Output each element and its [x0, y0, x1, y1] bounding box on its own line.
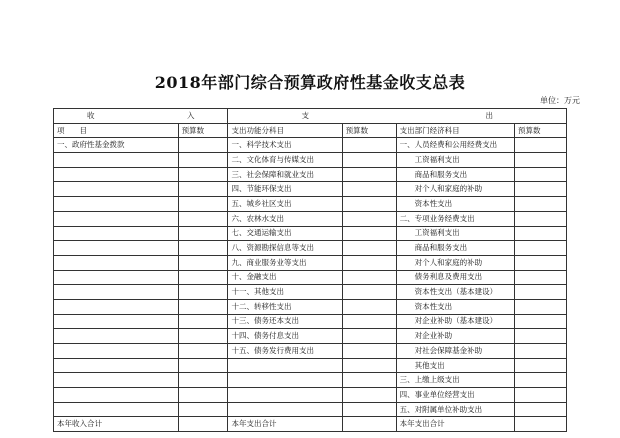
income-item-cell — [54, 182, 179, 197]
expense-total-econ-label: 本年支出合计 — [396, 417, 514, 432]
col-budget-header-3: 预算数 — [515, 123, 567, 138]
func-subject-cell — [228, 388, 342, 403]
econ-budget-cell — [515, 241, 567, 256]
econ-budget-cell — [515, 314, 567, 329]
func-budget-cell — [342, 329, 396, 344]
income-item-cell — [54, 167, 179, 182]
income-item-cell — [54, 153, 179, 168]
func-budget-cell — [342, 344, 396, 359]
func-budget-cell — [342, 255, 396, 270]
econ-subject-cell: 其他支出 — [396, 358, 514, 373]
income-item-cell — [54, 270, 179, 285]
unit-label: 单位：万元 — [540, 96, 580, 105]
income-item-cell — [54, 226, 179, 241]
table-row — [54, 329, 567, 344]
econ-budget-cell — [515, 226, 567, 241]
func-budget-cell — [342, 299, 396, 314]
econ-subject-cell: 工资福利支出 — [396, 153, 514, 168]
func-subject-cell: 十五、债务发行费用支出 — [228, 344, 342, 359]
econ-budget-cell — [515, 153, 567, 168]
income-item-cell — [54, 329, 179, 344]
econ-subject-cell: 二、专项业务经费支出 — [396, 211, 514, 226]
expense-total-func-label: 本年支出合计 — [228, 417, 342, 432]
econ-subject-cell: 一、人员经费和公用经费支出 — [396, 138, 514, 153]
table-row — [54, 211, 567, 226]
table-row — [54, 226, 567, 241]
income-item-cell — [54, 255, 179, 270]
table-row — [54, 153, 567, 168]
econ-budget-cell — [515, 402, 567, 417]
income-header — [54, 109, 228, 124]
econ-subject-cell: 商品和服务支出 — [396, 167, 514, 182]
income-item-cell — [54, 285, 179, 300]
econ-budget-cell — [515, 138, 567, 153]
func-budget-cell — [342, 358, 396, 373]
income-budget-cell — [178, 285, 228, 300]
func-subject-cell — [228, 402, 342, 417]
func-subject-cell: 七、交通运输支出 — [228, 226, 342, 241]
func-budget-cell — [342, 182, 396, 197]
income-total-label: 本年收入合计 — [54, 417, 179, 432]
col-budget-header-1: 预算数 — [178, 123, 228, 138]
func-budget-cell — [342, 314, 396, 329]
income-budget-cell — [178, 388, 228, 403]
table-row — [54, 270, 567, 285]
table-row — [54, 167, 567, 182]
func-subject-cell — [228, 373, 342, 388]
income-header-right: 入 — [186, 110, 195, 120]
expense-total-econ-value — [515, 417, 567, 432]
func-subject-cell: 十一、其他支出 — [228, 285, 342, 300]
func-subject-cell: 六、农林水支出 — [228, 211, 342, 226]
econ-budget-cell — [515, 329, 567, 344]
income-budget-cell — [178, 358, 228, 373]
col-budget-header-2: 预算数 — [342, 123, 396, 138]
income-item-cell — [54, 211, 179, 226]
expense-header-right: 出 — [485, 110, 493, 120]
table-row — [54, 255, 567, 270]
func-subject-cell: 十三、债务还本支出 — [228, 314, 342, 329]
income-item-cell — [54, 344, 179, 359]
econ-subject-cell: 对企业补助（基本建设） — [396, 314, 514, 329]
col-econ-header: 支出部门经济科目 — [396, 123, 514, 138]
func-subject-cell: 五、城乡社区支出 — [228, 197, 342, 212]
income-item-cell — [54, 241, 179, 256]
table-row — [54, 314, 567, 329]
econ-budget-cell — [515, 358, 567, 373]
econ-budget-cell — [515, 344, 567, 359]
econ-budget-cell — [515, 285, 567, 300]
income-budget-cell — [178, 270, 228, 285]
income-total-value — [178, 417, 228, 432]
func-subject-cell — [228, 358, 342, 373]
table-row — [54, 402, 567, 417]
econ-subject-cell: 对企业补助 — [396, 329, 514, 344]
income-budget-cell — [178, 138, 228, 153]
income-budget-cell — [178, 167, 228, 182]
page-title: 2018年部门综合预算政府性基金收支总表 — [154, 73, 466, 92]
income-budget-cell — [178, 197, 228, 212]
income-budget-cell — [178, 241, 228, 256]
econ-subject-cell: 工资福利支出 — [396, 226, 514, 241]
table-row — [54, 358, 567, 373]
table-row — [54, 241, 567, 256]
func-budget-cell — [342, 285, 396, 300]
econ-subject-cell: 五、对附属单位补助支出 — [396, 402, 514, 417]
income-item-cell — [54, 402, 179, 417]
econ-subject-cell: 四、事业单位经营支出 — [396, 388, 514, 403]
func-budget-cell — [342, 197, 396, 212]
econ-budget-cell — [515, 167, 567, 182]
table-row — [54, 285, 567, 300]
table-row — [54, 299, 567, 314]
func-subject-cell: 二、文化体育与传媒支出 — [228, 153, 342, 168]
func-subject-cell: 十、金融支出 — [228, 270, 342, 285]
func-budget-cell — [342, 153, 396, 168]
func-budget-cell — [342, 241, 396, 256]
econ-subject-cell: 资本性支出（基本建设） — [396, 285, 514, 300]
econ-subject-cell: 对个人和家庭的补助 — [396, 182, 514, 197]
table-row — [54, 373, 567, 388]
table-row — [54, 182, 567, 197]
econ-subject-cell: 资本性支出 — [396, 197, 514, 212]
func-budget-cell — [342, 226, 396, 241]
header-row-columns — [54, 123, 567, 138]
expense-header — [228, 109, 567, 124]
income-item-cell — [54, 314, 179, 329]
income-item-cell — [54, 358, 179, 373]
func-subject-cell: 一、科学技术支出 — [228, 138, 342, 153]
header-row-top — [54, 109, 567, 124]
table-row — [54, 344, 567, 359]
income-budget-cell — [178, 299, 228, 314]
func-budget-cell — [342, 138, 396, 153]
income-item-cell: 一、政府性基金拨款 — [54, 138, 179, 153]
func-budget-cell — [342, 373, 396, 388]
income-budget-cell — [178, 329, 228, 344]
econ-budget-cell — [515, 388, 567, 403]
table-row — [54, 197, 567, 212]
expense-header-left: 支 — [301, 110, 309, 120]
income-budget-cell — [178, 211, 228, 226]
econ-subject-cell: 商品和服务支出 — [396, 241, 514, 256]
col-item-header: 项 目 — [54, 123, 179, 138]
table-row — [54, 388, 567, 403]
func-budget-cell — [342, 211, 396, 226]
func-subject-cell: 八、资源勘探信息等支出 — [228, 241, 342, 256]
expense-total-func-value — [342, 417, 396, 432]
income-item-cell — [54, 299, 179, 314]
func-budget-cell — [342, 167, 396, 182]
func-subject-cell: 九、商业服务业等支出 — [228, 255, 342, 270]
econ-subject-cell: 债务利息及费用支出 — [396, 270, 514, 285]
econ-budget-cell — [515, 197, 567, 212]
col-func-header: 支出功能分科目 — [228, 123, 342, 138]
income-budget-cell — [178, 226, 228, 241]
econ-budget-cell — [515, 373, 567, 388]
econ-subject-cell: 资本性支出 — [396, 299, 514, 314]
income-budget-cell — [178, 182, 228, 197]
func-budget-cell — [342, 388, 396, 403]
income-item-cell — [54, 388, 179, 403]
table-row — [54, 138, 567, 153]
func-budget-cell — [342, 402, 396, 417]
func-subject-cell: 三、社会保障和就业支出 — [228, 167, 342, 182]
econ-budget-cell — [515, 299, 567, 314]
econ-budget-cell — [515, 255, 567, 270]
income-item-cell — [54, 197, 179, 212]
income-budget-cell — [178, 255, 228, 270]
func-subject-cell: 四、节能环保支出 — [228, 182, 342, 197]
fund-summary-table — [53, 108, 567, 432]
income-budget-cell — [178, 153, 228, 168]
econ-budget-cell — [515, 270, 567, 285]
income-header-left: 收 — [87, 110, 95, 120]
econ-budget-cell — [515, 182, 567, 197]
econ-subject-cell: 对社会保障基金补助 — [396, 344, 514, 359]
income-budget-cell — [178, 314, 228, 329]
income-budget-cell — [178, 344, 228, 359]
income-item-cell — [54, 373, 179, 388]
func-subject-cell: 十二、转移性支出 — [228, 299, 342, 314]
econ-subject-cell: 对个人和家庭的补助 — [396, 255, 514, 270]
func-budget-cell — [342, 270, 396, 285]
income-budget-cell — [178, 402, 228, 417]
total-row — [54, 417, 567, 432]
income-budget-cell — [178, 373, 228, 388]
func-subject-cell: 十四、债务付息支出 — [228, 329, 342, 344]
econ-subject-cell: 三、上缴上级支出 — [396, 373, 514, 388]
econ-budget-cell — [515, 211, 567, 226]
